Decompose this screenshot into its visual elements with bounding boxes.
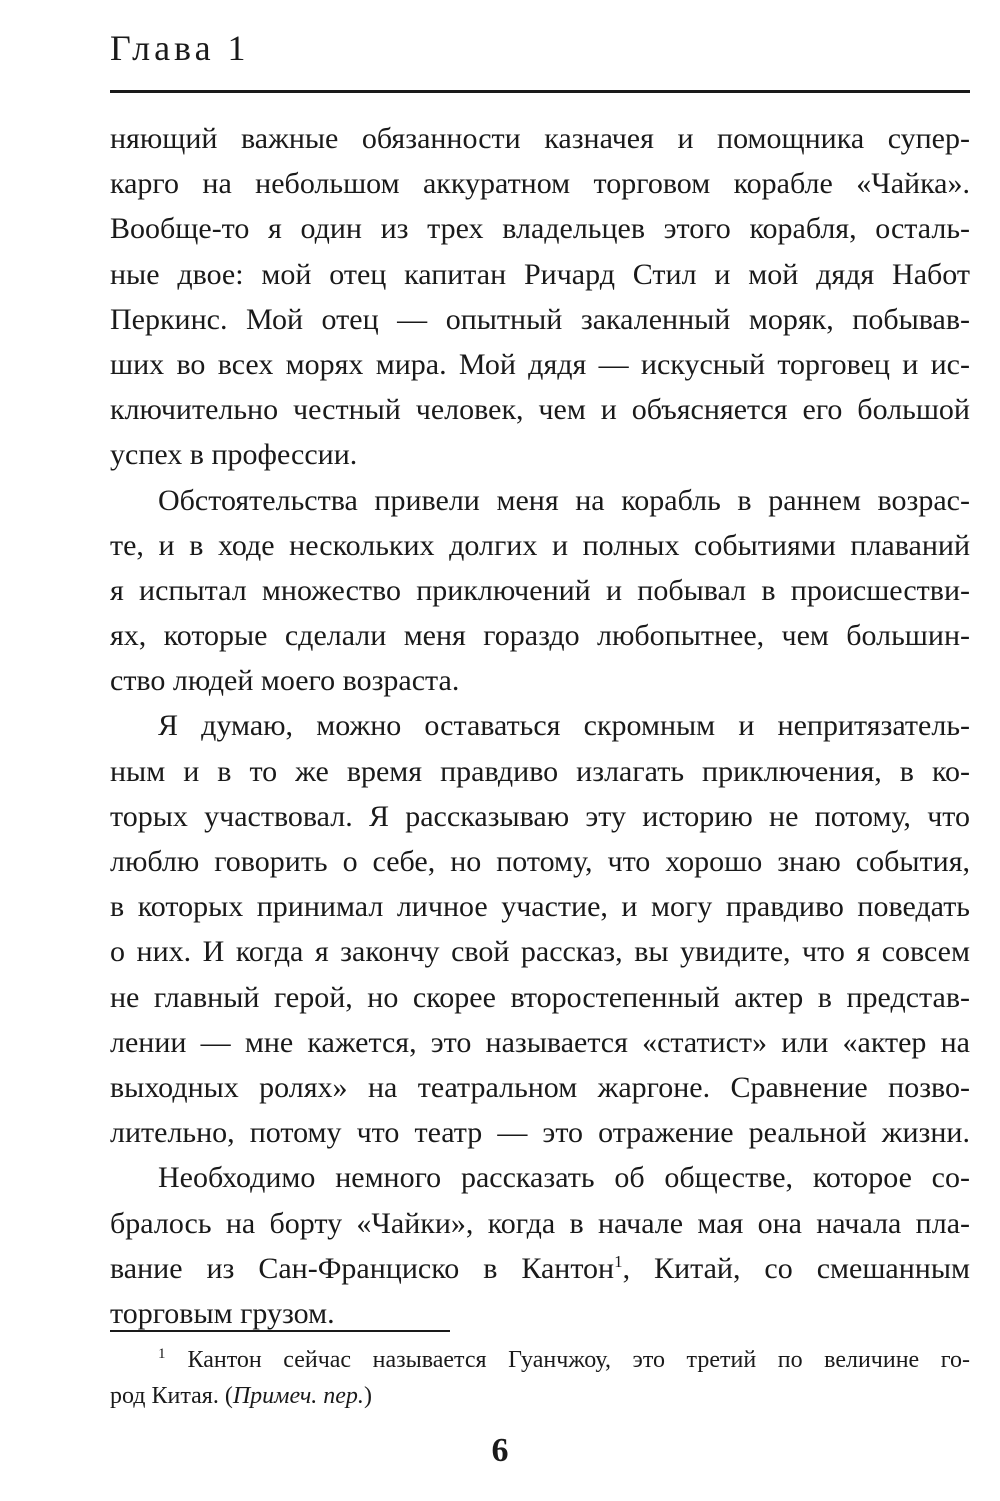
text-line: не главный герой, но скорее второстепенный актер в представ- [110, 980, 970, 1014]
footnote-reference[interactable]: 1 [614, 1251, 623, 1271]
text-line: торых участвовал. Я рассказываю эту историю не потому, что [110, 799, 970, 833]
footnote [110, 1342, 970, 1414]
text-line: ях, которые сделали меня гораздо любопытнее, чем большин- [110, 619, 970, 653]
text-line: те, и в ходе нескольких долгих и полных событиями плаваний [110, 528, 970, 562]
footnote-line [110, 1342, 970, 1378]
text-line: я испытал множество приключений и побывал в происшестви- [110, 573, 970, 607]
header-rule [110, 90, 970, 93]
text-line: Вообще-то я один из трех владельцев этого корабля, осталь- [110, 212, 970, 246]
footnote-marker: 1 [158, 1346, 166, 1362]
footnote-translator-note: Примеч. пер. [232, 1383, 364, 1409]
body-text [110, 116, 970, 1336]
text-line: выходных ролях» на театральном жаргоне. Сравнение позво- [110, 1070, 970, 1104]
text-segment: , Китай, со смешанным [622, 1251, 970, 1285]
text-line: Обстоятельства привели меня на корабль в раннем возрас- [158, 483, 970, 517]
text-segment: вание из Сан-Франциско в Кантон [110, 1251, 615, 1285]
text-line: лении — мне кажется, это называется «статист» или «актер на [110, 1025, 970, 1059]
text-line: Перкинс. Мой отец — опытный закаленный моряк, побывав- [110, 302, 970, 336]
page-number: 6 [491, 1432, 509, 1469]
text-line: ших во всех морях мира. Мой дядя — искусный торговец и ис- [110, 347, 970, 381]
text-line: в которых принимал личное участие, и могу правдиво поведать [110, 890, 970, 924]
text-line: лительно, потому что театр — это отражение реальной жизни. [110, 1116, 970, 1150]
text-line: ключительно честный человек, чем и объясняется его большой [110, 393, 970, 427]
text-line: ным и в то же время правдиво излагать приключения, в ко- [110, 754, 970, 788]
text-line: успех в профессии. [110, 438, 358, 472]
text-line: Необходимо немного рассказать об обществе, которое со- [158, 1161, 970, 1195]
text-line: торговым грузом. [110, 1296, 335, 1330]
chapter-title: Глава 1 [110, 28, 250, 68]
text-line: карго на небольшом аккуратном торговом корабле «Чайка». [110, 167, 970, 201]
footnote-rule [110, 1330, 450, 1332]
text-line: ство людей моего возраста. [110, 664, 460, 698]
text-line: няющий важные обязанности казначея и помощника супер- [110, 122, 970, 155]
footnote-text: ) [363, 1383, 372, 1409]
text-line: Я думаю, можно оставаться скромным и непритязатель- [158, 709, 970, 743]
text-line: ные двое: мой отец капитан Ричард Стил и мой дядя Набот [110, 257, 970, 291]
text-line: о них. И когда я закончу свой рассказ, вы увидите, что я совсем [110, 935, 970, 969]
footnote-line [110, 1378, 970, 1414]
text-line: люблю говорить о себе, но потому, что хорошо знаю события, [110, 845, 970, 878]
footnote-text: Кантон сейчас называется Гуанчжоу, это третий по величине го- [187, 1347, 970, 1373]
text-line: бралось на борту «Чайки», когда в начале мая она начала пла- [110, 1206, 970, 1240]
text-line-with-footnote [110, 1246, 970, 1291]
footnote-text: род Китая. ( [110, 1383, 233, 1409]
